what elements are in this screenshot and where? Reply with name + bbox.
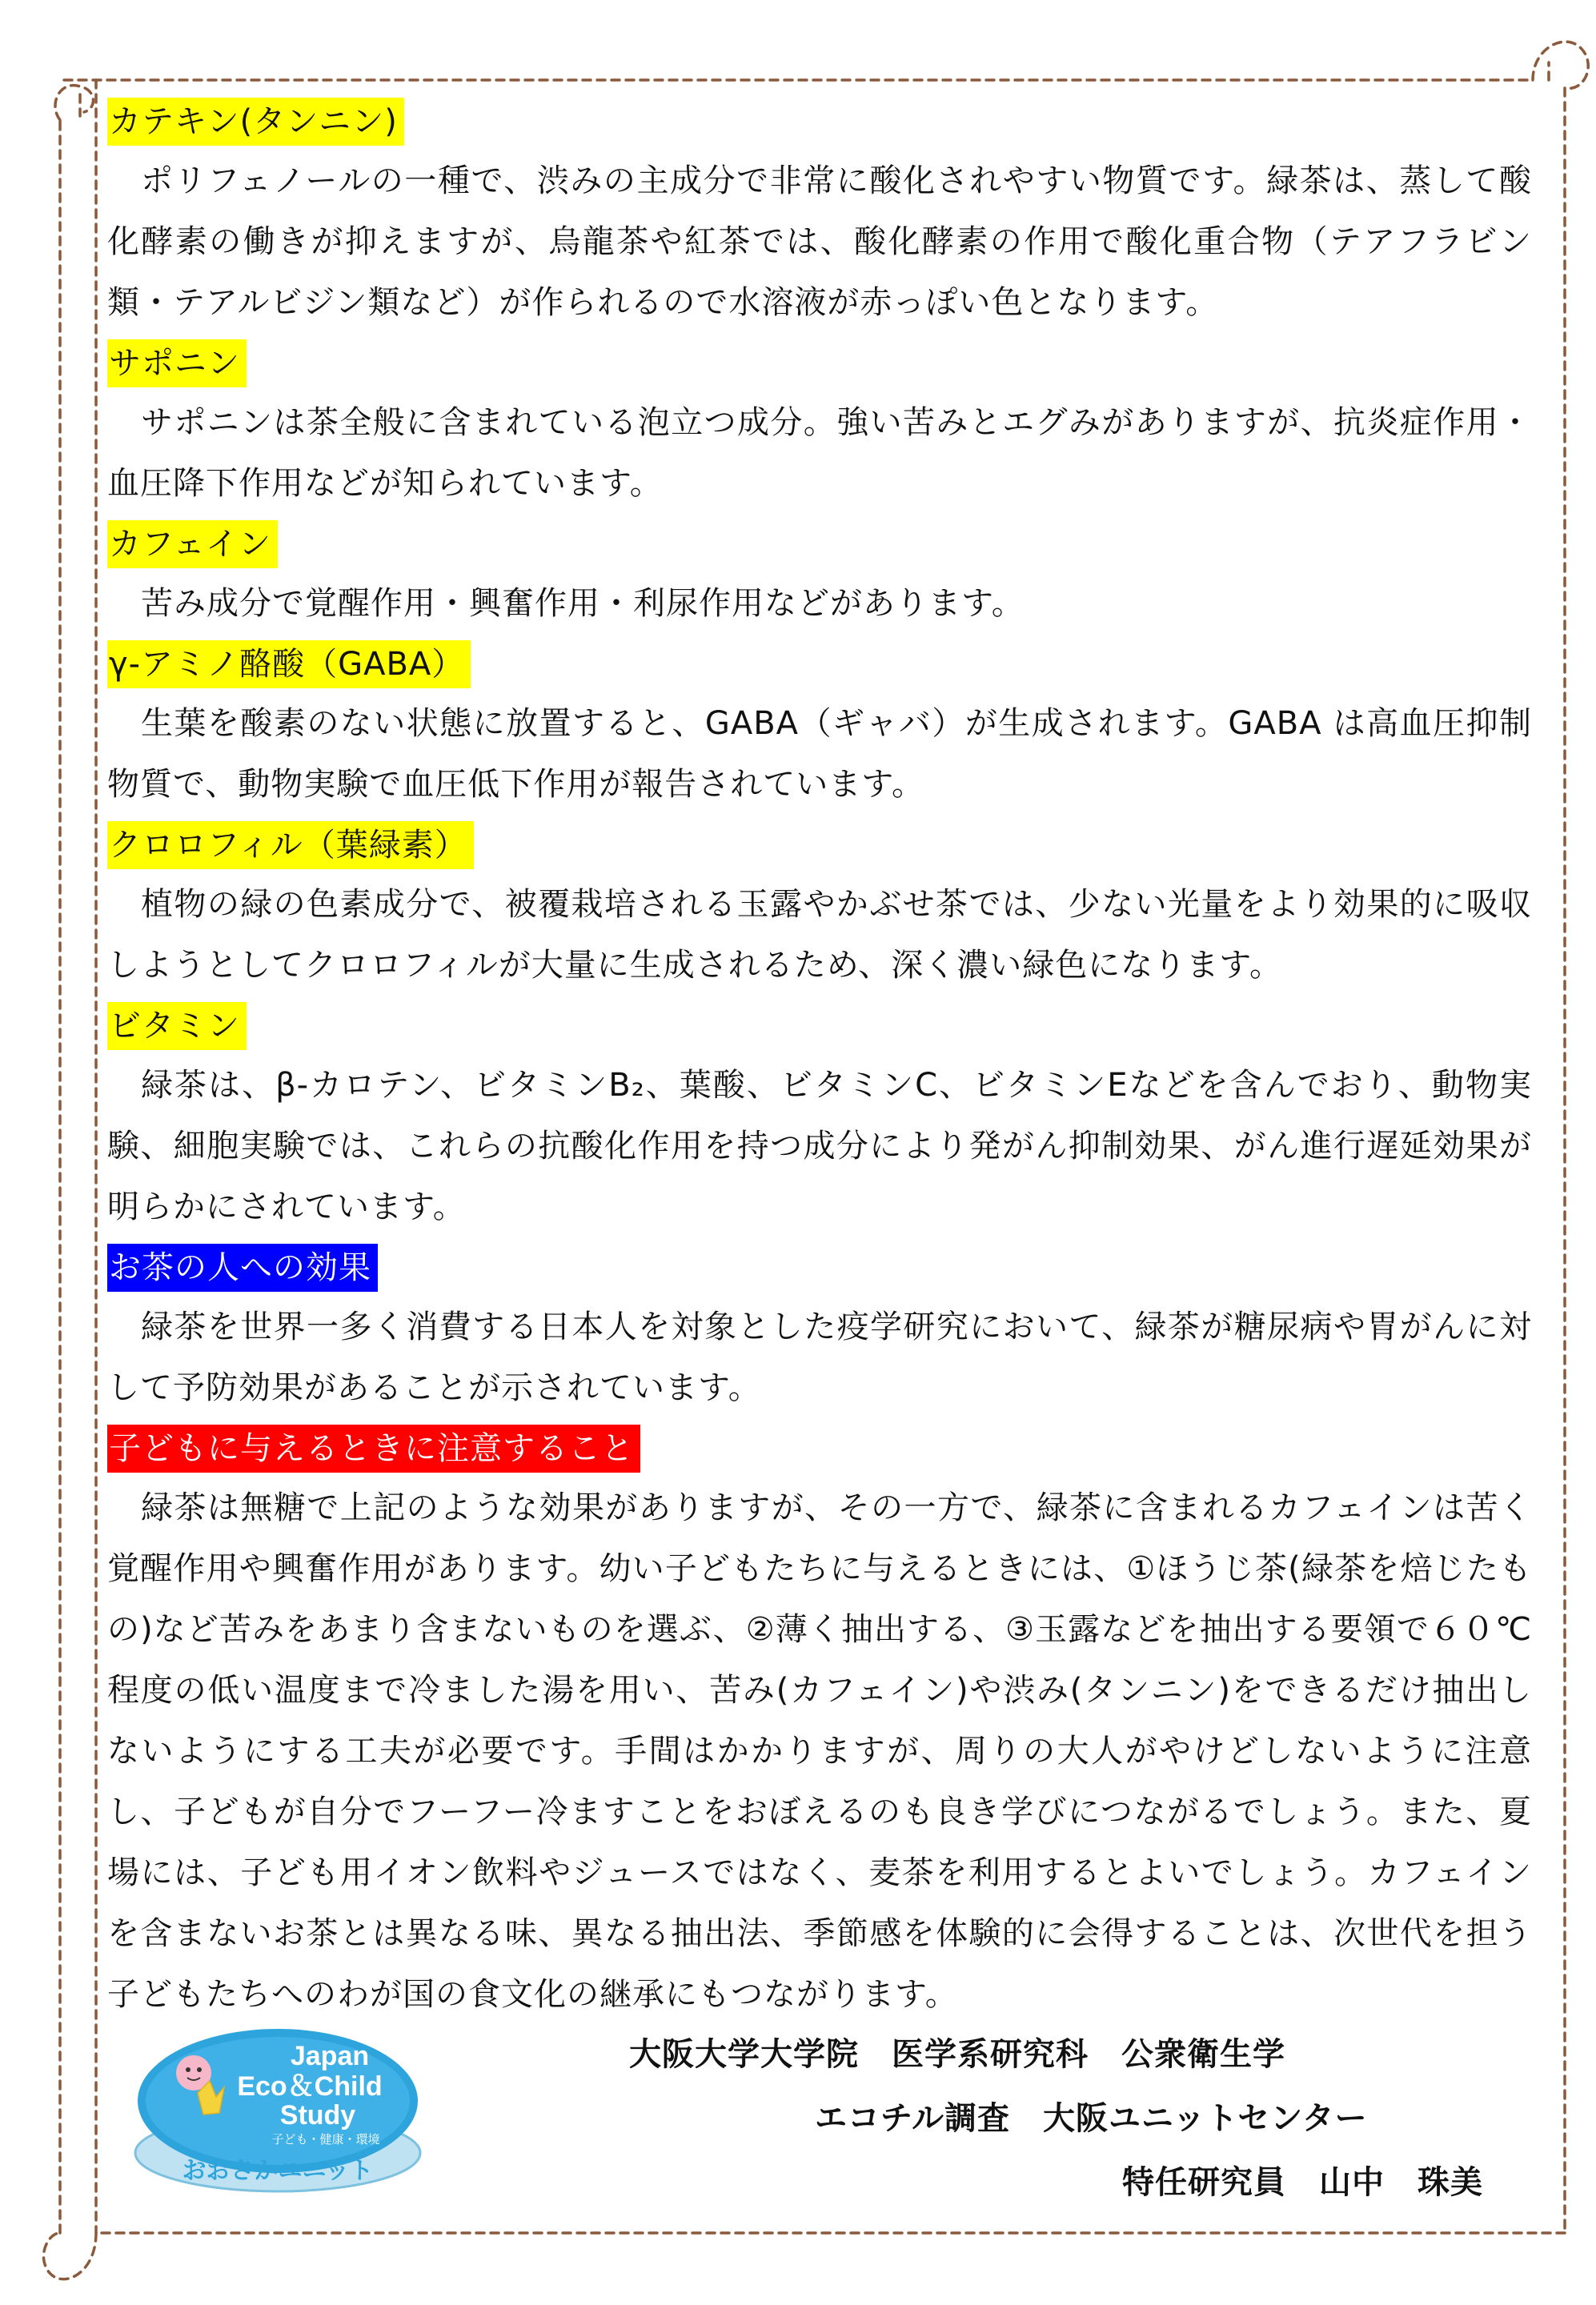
logo-line1: Japan [290,2041,370,2071]
section-body: 苦み成分で覚醒作用・興奮作用・利尿作用などがあります。 [141,585,1025,622]
logo-tagline: 子ども・健康・環境 [271,2132,380,2147]
section-vitamin [107,999,1532,1237]
section-saponin [107,336,1532,514]
section-heading: サポニン [107,339,247,387]
section-body: ポリフェノールの一種で、渋みの主成分で非常に酸化されやすい物質です。緑茶は、蒸して酸化酵素の働きが抑えますが、烏龍茶や紅茶では、酸化酵素の作用で酸化重合物（テアフラビン類・テアルビジン類など）が作られるので水溶液が赤っぽい色となります。 [107,162,1532,321]
section-body: 植物の緑の色素成分で、被覆栽培される玉露やかぶせ茶では、少ない光量をより効果的に吸収しようとしてクロロフィルが大量に生成されるため、深く濃い緑色になります。 [107,886,1532,984]
logo-line2: Eco＆Child [237,2071,383,2102]
logo-line3: Study [279,2100,356,2131]
section-heading: カテキン(タンニン) [107,98,404,146]
section-heading: ビタミン [107,1002,247,1050]
affiliation-line2: エコチル調査 大阪ユニットセンター [815,2100,1368,2137]
section-gaba [107,637,1532,815]
logo-unit: おおさかユニット [182,2157,374,2185]
section-heading: クロロフィル（葉緑素） [107,821,474,869]
section-caffeine [107,517,1532,634]
section-heading: 子どもに与えるときに注意すること [107,1425,640,1473]
section-body: 緑茶は、β-カロテン、ビタミンB₂、葉酸、ビタミンC、ビタミンEなどを含んでおり、動物実験、細胞実験では、これらの抗酸化作用を持つ成分により発がん抑制効果、がん進行遅延効果が明らかにされています。 [107,1067,1532,1225]
section-chlorophyll [107,818,1532,996]
section-health-effects [107,1241,1532,1418]
section-heading: お茶の人への効果 [107,1244,378,1292]
affiliation-line3: 特任研究員 山中 珠美 [1122,2164,1483,2201]
affiliation-line1: 大阪大学大学院 医学系研究科 公衆衛生学 [629,2036,1285,2073]
article-body [107,94,1532,2028]
eco-child-study-logo [130,2025,426,2193]
section-body: 緑茶を世界一多く消費する日本人を対象とした疫学研究において、緑茶が糖尿病や胃がんに対して予防効果があることが示されています。 [107,1309,1532,1406]
section-body: サポニンは茶全般に含まれている泡立つ成分。強い苦みとエグみがありますが、抗炎症作用・血圧降下作用などが知られています。 [107,404,1532,502]
section-catechin [107,94,1532,333]
section-heading: カフェイン [107,520,278,568]
section-heading: γ-アミノ酪酸（GABA） [107,640,471,688]
section-body: 生葉を酸素のない状態に放置すると、GABA（ギャバ）が生成されます。GABA は高血圧抑制物質で、動物実験で血圧低下作用が報告されています。 [107,705,1532,803]
section-body: 緑茶は無糖で上記のような効果がありますが、その一方で、緑茶に含まれるカフェインは苦く覚醒作用や興奮作用があります。幼い子どもたちに与えるときには、①ほうじ茶(緑茶を焙じたもの)など苦みをあまり含まないものを選ぶ、②薄く抽出する、③玉露などを抽出する要領で６０℃程度の低い温度まで冷ました湯を用い、苦み(カフェイン)や渋み(タンニン)をできるだけ抽出しないようにする工夫が必要です。手間はかかりますが、周りの大人がやけどしないように注意し、子どもが自分でフーフー冷ますことをおぼえるのも良き学びにつながるでしょう。また、夏場には、子ども用イオン飲料やジュースではなく、麦茶を利用するとよいでしょう。カフェインを含まないお茶とは異なる味、異なる抽出法、季節感を体験的に会得することは、次世代を担う子どもたちへのわが国の食文化の継承にもつながります。 [107,1489,1532,2013]
section-children-caution [107,1421,1532,2025]
